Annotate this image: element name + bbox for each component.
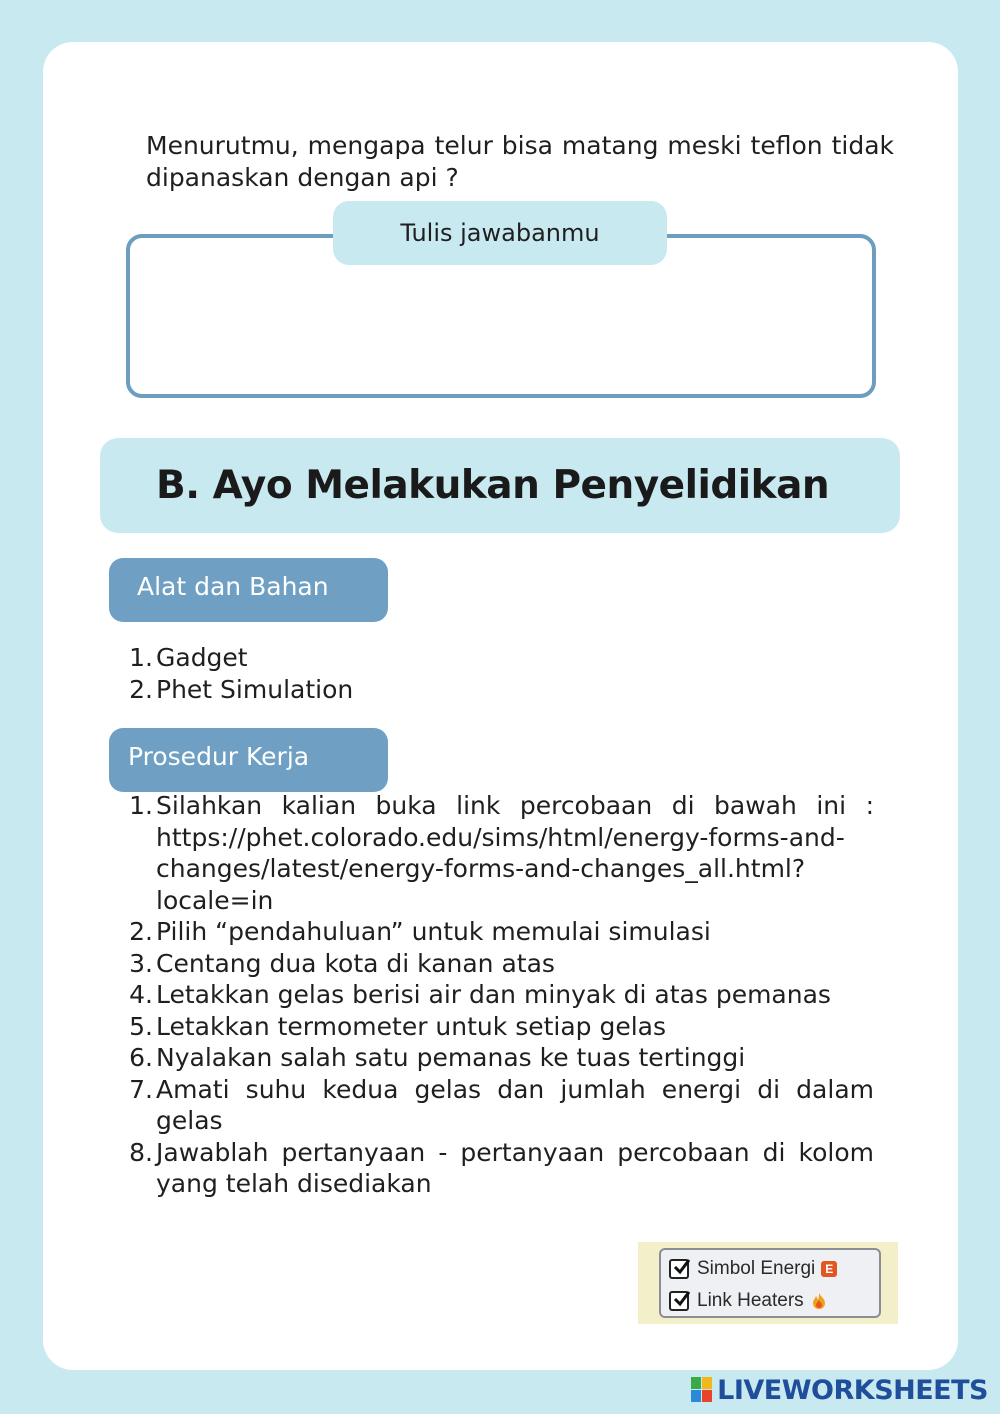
list-item — [0, 642, 800, 674]
step-item — [0, 916, 874, 948]
step-text: Silahkan kalian buka link percobaan di bawah ini : https://phet.colorado.edu/sims/html/energy-forms-and-changes/latest/energy-forms-and-changes_all.html?locale=in — [156, 791, 874, 915]
step-item — [0, 1042, 874, 1074]
liveworksheets-watermark — [691, 1372, 988, 1408]
tools-heading: Alat dan Bahan — [109, 558, 388, 622]
watermark-text: LIVEWORKSHEETS — [717, 1374, 988, 1406]
list-number: 2. — [129, 674, 153, 704]
tools-list — [0, 642, 800, 705]
step-number: 3. — [129, 948, 153, 978]
list-text: Phet Simulation — [156, 674, 354, 704]
option-energy-symbols — [669, 1256, 837, 1282]
section-title: B. Ayo Melakukan Penyelidikan — [156, 463, 830, 508]
step-item — [0, 1137, 874, 1200]
answer-input[interactable] — [142, 278, 860, 382]
simulation-options-image — [638, 1242, 898, 1324]
flame-icon — [810, 1292, 828, 1310]
step-item — [0, 979, 874, 1011]
list-text: Gadget — [156, 643, 248, 672]
procedure-list — [0, 790, 874, 1200]
step-text: Pilih “pendahuluan” untuk memulai simulasi — [156, 917, 711, 946]
question-text: Menurutmu, mengapa telur bisa matang meski teflon tidak dipanaskan dengan api ? — [146, 131, 894, 192]
step-item — [0, 790, 874, 916]
checkbox-checked-icon — [669, 1259, 689, 1279]
section-banner — [100, 438, 900, 533]
energy-e-icon: E — [821, 1261, 837, 1277]
step-text: Centang dua kota di kanan atas — [156, 948, 555, 978]
step-number: 1. — [129, 791, 153, 820]
step-item — [0, 1011, 874, 1043]
procedure-heading: Prosedur Kerja — [109, 728, 388, 792]
options-panel — [659, 1248, 881, 1318]
step-text: Letakkan termometer untuk setiap gelas — [156, 1011, 667, 1041]
option-label: Link Heaters — [697, 1290, 804, 1311]
checkbox-checked-icon — [669, 1291, 689, 1311]
step-number: 8. — [129, 1137, 153, 1167]
step-number: 4. — [129, 980, 153, 1009]
step-text: Letakkan gelas berisi air dan minyak di atas pemanas — [156, 980, 831, 1009]
step-text: Nyalakan salah satu pemanas ke tuas tertinggi — [156, 1043, 746, 1072]
step-number: 6. — [129, 1043, 153, 1072]
step-number: 2. — [129, 917, 153, 946]
step-text: Amati suhu kedua gelas dan jumlah energi di dalam gelas — [156, 1074, 874, 1135]
option-link-heaters — [669, 1288, 828, 1314]
step-text: Jawablah pertanyaan - pertanyaan percobaan di kolom yang telah disediakan — [156, 1137, 874, 1198]
step-item — [0, 948, 874, 980]
step-number: 5. — [129, 1011, 153, 1041]
step-item — [0, 1074, 874, 1137]
list-number: 1. — [129, 643, 153, 672]
step-number: 7. — [129, 1074, 153, 1104]
option-label: Simbol Energi — [697, 1258, 816, 1279]
answer-label: Tulis jawabanmu — [333, 201, 667, 265]
list-item — [0, 674, 800, 706]
liveworksheets-logo-icon — [691, 1377, 713, 1403]
